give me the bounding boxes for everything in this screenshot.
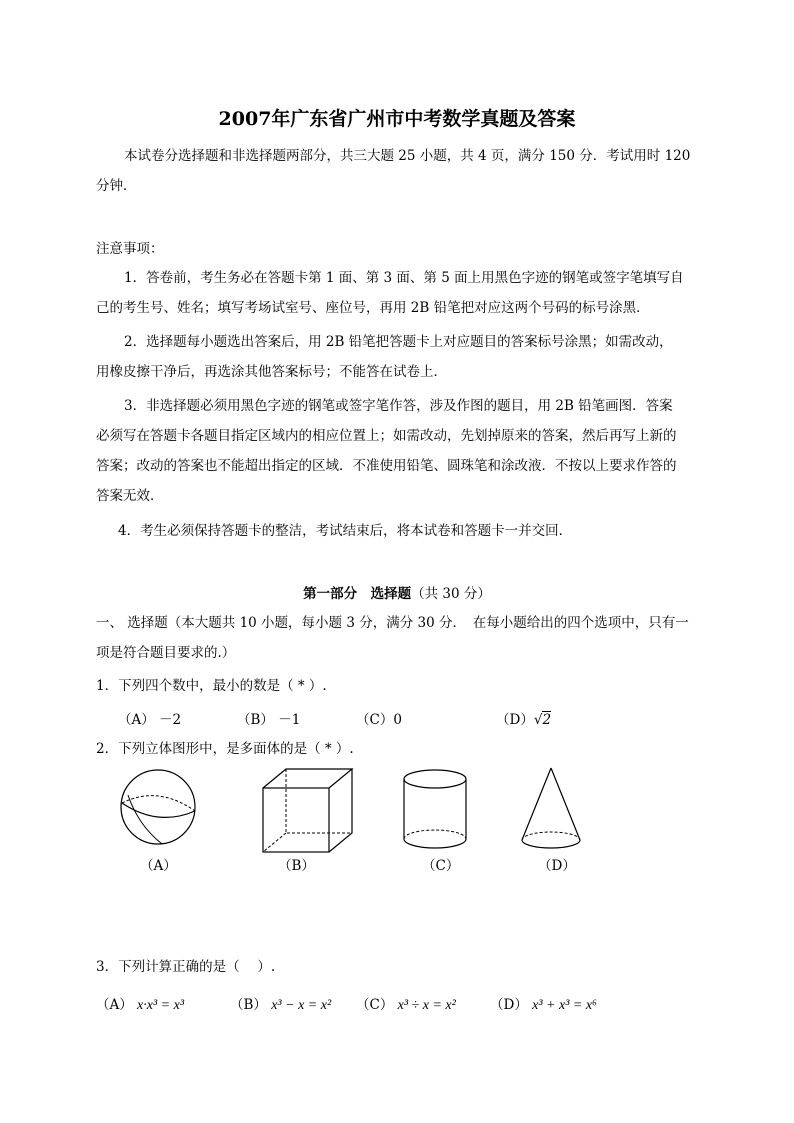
q2-label-b: （B）	[278, 858, 315, 874]
cone-right-edge	[551, 768, 580, 840]
cylinder-top	[404, 770, 466, 788]
q3-label-a: （A）	[96, 997, 133, 1013]
note-1-line-2: 己的考生号、姓名；填写考场试室号、座位号，再用 2B 铅笔把对应这两个号码的标号涂黑．	[96, 300, 650, 316]
q1-option-a: （A） －2	[118, 712, 182, 728]
cube-front-face	[263, 788, 329, 852]
q3-label-b: （B）	[230, 997, 267, 1013]
note-3-line-2: 必须写在答题卡各题目指定区域内的相应位置上；如需改动，先划掉原来的答案，然后再写上新的	[96, 428, 677, 444]
note-3-line-3: 答案；改动的答案也不能超出指定的区域．不准使用铅笔、圆珠笔和涂改液．不按以上要求作答的	[96, 458, 677, 474]
sphere-figure	[118, 765, 198, 849]
note-1-line-1: 1．答卷前，考生务必在答题卡第 1 面、第 3 面、第 5 面上用黑色字迹的钢笔或签字笔填写自	[124, 270, 684, 286]
q1-stem: 1．下列四个数中，最小的数是（ * ）.	[96, 678, 327, 694]
q3-label-d: （D）	[490, 997, 528, 1013]
cube-right-edges	[329, 769, 352, 852]
q1-option-d	[496, 708, 551, 728]
cylinder-figure	[402, 768, 468, 852]
q3-option-c	[356, 993, 456, 1014]
intro-line-2: 分钟．	[96, 178, 137, 194]
q3-expression-c: x³ ÷ x = x²	[397, 998, 456, 1013]
cone-base-front	[522, 840, 580, 848]
note-3-line-1: 3．非选择题必须用黑色字迹的钢笔或签字笔作答，涉及作图的题目，用 2B 铅笔画图．答案	[124, 398, 673, 414]
q1-option-b: （B） －1	[237, 712, 301, 728]
note-3-line-4: 答案无效．	[96, 488, 164, 504]
cube-figure	[262, 768, 358, 854]
q2-label-a: （A）	[140, 858, 177, 874]
q2-label-c: （C）	[422, 858, 460, 874]
q3-option-a	[96, 993, 184, 1014]
cube-hidden-edges	[286, 769, 352, 833]
section-1-desc-line-2: 项是符合题目要求的.）	[96, 645, 236, 661]
sqrt-symbol: √	[533, 712, 543, 728]
sphere-outline	[121, 770, 195, 844]
cylinder-bottom-back	[404, 830, 466, 839]
q3-expression-b: x³ − x = x²	[271, 998, 332, 1013]
sqrt-radicand: 2	[542, 712, 552, 728]
notes-heading: 注意事项：	[96, 241, 164, 257]
q3-option-b	[230, 993, 331, 1014]
cube-top-edges	[263, 769, 352, 788]
note-4: 4．考生必须保持答题卡的整洁，考试结束后，将本试卷和答题卡一并交回．	[118, 523, 573, 539]
q1-option-c: （C）0	[356, 712, 402, 728]
section-1-heading	[0, 582, 794, 602]
sphere-meridian	[128, 795, 162, 844]
q3-label-c: （C）	[356, 997, 394, 1013]
page-title: 2007年广东省广州市中考数学真题及答案	[218, 108, 576, 130]
cone-left-edge	[522, 768, 551, 840]
cone-base-back	[522, 832, 580, 840]
q2-label-d: （D）	[538, 858, 576, 874]
q3-expression-a: x·x³ = x³	[137, 998, 185, 1013]
sphere-front-curve	[122, 803, 195, 817]
q3-stem: 3．下列计算正确的是（ ）.	[96, 959, 276, 975]
intro-line-1: 本试卷分选择题和非选择题两部分，共三大题 25 小题，共 4 页，满分 150 分．考试用时 120	[124, 148, 691, 164]
q2-stem: 2．下列立体图形中，是多面体的是（ * ）.	[96, 741, 354, 757]
note-2-line-2: 用橡皮擦干净后，再选涂其他答案标号；不能答在试卷上．	[96, 364, 447, 380]
cylinder-bottom-front	[404, 839, 466, 848]
cube-hidden-diagonal	[263, 833, 286, 852]
note-2-line-1: 2．选择题每小题选出答案后，用 2B 铅笔把答题卡上对应题目的答案标号涂黑；如需改动，	[124, 334, 673, 350]
q3-expression-d: x³ + x³ = x⁶	[532, 998, 597, 1013]
q3-option-d	[490, 993, 597, 1014]
section-1-title: 第一部分 选择题	[303, 586, 412, 602]
section-1-desc-line-1: 一、 选择题（本大题共 10 小题，每小题 3 分，满分 30 分． 在每小题给出的四个选项中，只有一	[96, 615, 689, 631]
q1-option-d-label: （D）	[496, 712, 534, 728]
cone-figure	[520, 766, 582, 854]
section-1-points: （共 30 分）	[411, 586, 491, 602]
